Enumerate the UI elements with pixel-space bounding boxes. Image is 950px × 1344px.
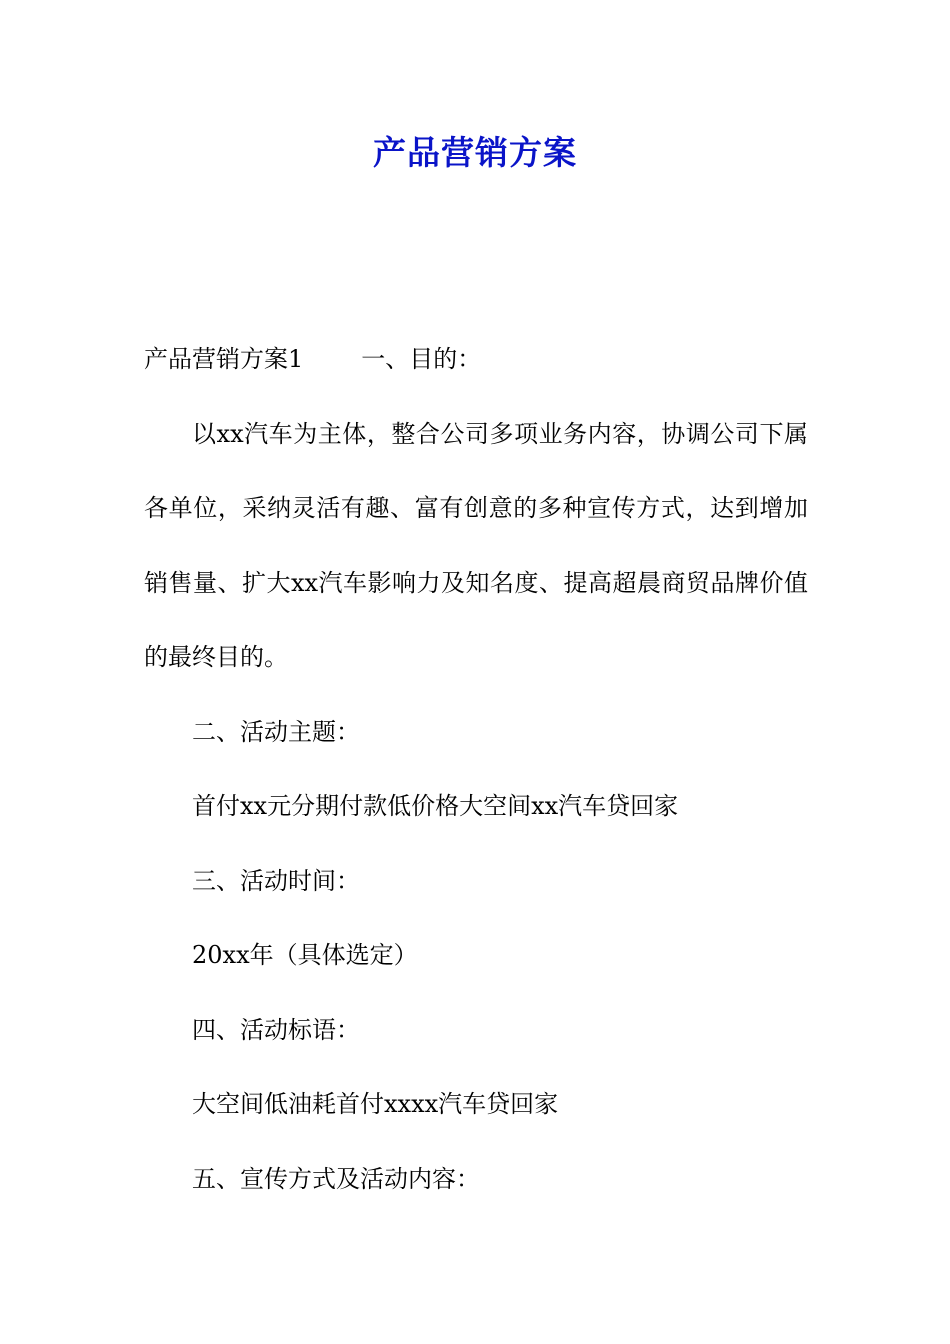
paragraph-line: 各单位，采纳灵活有趣、富有创意的多种宣传方式，达到增加: [144, 494, 808, 522]
section-heading-theme: 二、活动主题：: [192, 717, 360, 746]
theme-text: 首付xx元分期付款低价格大空间xx汽车贷回家: [192, 792, 679, 820]
paragraph-line: 的最终目的。: [144, 643, 288, 671]
time-text: 20xx年（具体选定）: [192, 941, 418, 969]
slogan-text: 大空间低油耗首付xxxx汽车贷回家: [192, 1090, 559, 1118]
section-heading-time: 三、活动时间：: [192, 866, 360, 895]
section-heading-promotion: 五、宣传方式及活动内容：: [192, 1164, 480, 1193]
document-title: 产品营销方案: [373, 133, 577, 172]
section-heading-purpose: 一、目的：: [361, 345, 482, 373]
paragraph-line: 销售量、扩大xx汽车影响力及知名度、提高超晨商贸品牌价值: [144, 568, 808, 597]
plan-heading: 产品营销方案1: [144, 345, 304, 373]
paragraph-line: 以xx汽车为主体，整合公司多项业务内容，协调公司下属: [192, 419, 808, 448]
document-body: [144, 340, 808, 1234]
section-heading-slogan: 四、活动标语：: [192, 1015, 360, 1044]
first-line: [144, 340, 808, 415]
